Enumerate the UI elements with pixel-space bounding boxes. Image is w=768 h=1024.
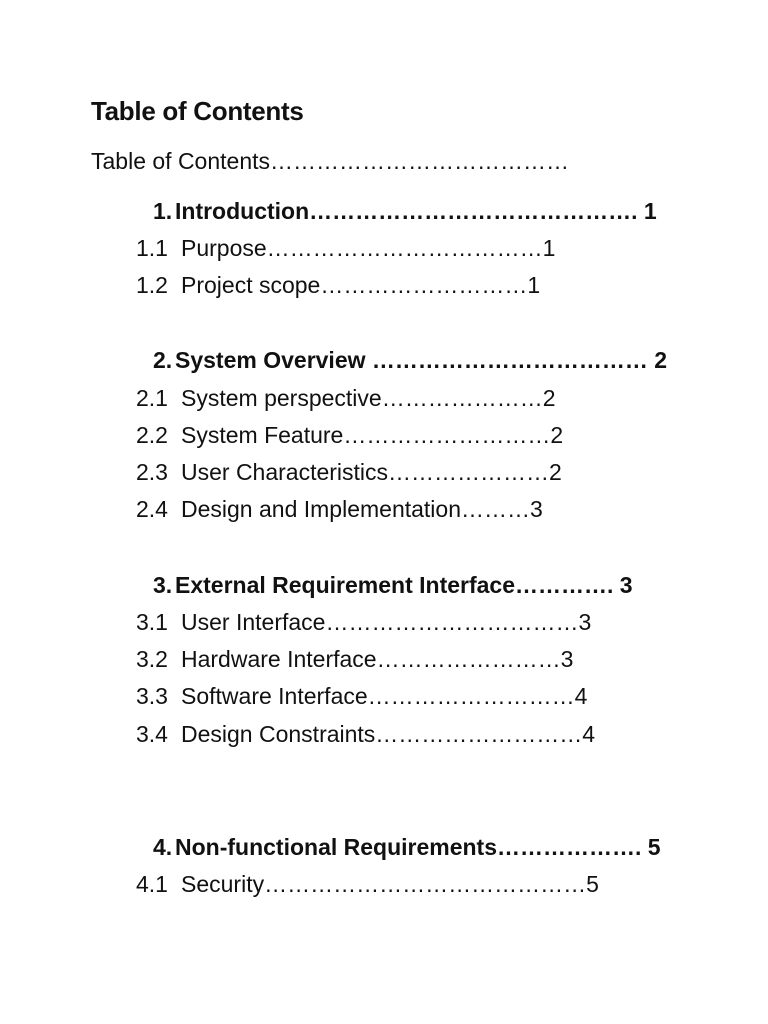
item-number: 2.3 — [136, 459, 168, 485]
toc-item-1-1[interactable] — [136, 234, 555, 262]
toc-item-3-2[interactable] — [136, 645, 573, 673]
item-number: 4.1 — [136, 871, 168, 897]
toc-item-3-1[interactable] — [136, 608, 591, 636]
item-number: 2.2 — [136, 422, 168, 448]
item-number: 1.1 — [136, 235, 168, 261]
toc-item-2-1[interactable] — [136, 384, 555, 412]
toc-section-1[interactable] — [153, 197, 657, 225]
toc-heading: Table of Contents — [91, 96, 304, 126]
item-number: 3.4 — [136, 721, 168, 747]
item-text: Security……………………………………5 — [181, 871, 599, 897]
toc-item-1-2[interactable] — [136, 271, 540, 299]
item-text: System perspective…………………2 — [181, 385, 556, 411]
item-text: System Feature………………………2 — [181, 422, 564, 448]
section-number: 2. — [153, 347, 173, 373]
toc-item-3-3[interactable] — [136, 682, 587, 710]
toc-item-2-3[interactable] — [136, 458, 562, 486]
toc-item-3-4[interactable] — [136, 720, 595, 748]
item-text: Software Interface………………………4 — [181, 683, 588, 709]
item-text: Hardware Interface……………………3 — [181, 646, 574, 672]
toc-title-line: Table of Contents………………………………… — [91, 148, 570, 174]
toc-section-4[interactable] — [153, 833, 661, 861]
item-text: Project scope………………………1 — [181, 272, 541, 298]
section-title: System Overview ……………………………… 2 — [175, 347, 668, 373]
toc-item-2-4[interactable] — [136, 495, 543, 523]
toc-item-4-1[interactable] — [136, 870, 599, 898]
item-number: 3.1 — [136, 609, 168, 635]
item-number: 2.4 — [136, 496, 168, 522]
item-number: 2.1 — [136, 385, 168, 411]
section-title: External Requirement Interface…………. 3 — [175, 572, 633, 598]
item-text: Design Constraints………………………4 — [181, 721, 596, 747]
item-number: 3.3 — [136, 683, 168, 709]
item-text: Purpose………………………………1 — [181, 235, 556, 261]
section-number: 4. — [153, 834, 173, 860]
item-text: Design and Implementation………3 — [181, 496, 543, 522]
section-title: Introduction……………………………………. 1 — [175, 198, 657, 224]
item-text: User Interface……………………………3 — [181, 609, 592, 635]
item-number: 3.2 — [136, 646, 168, 672]
item-number: 1.2 — [136, 272, 168, 298]
section-number: 3. — [153, 572, 173, 598]
section-title: Non-functional Requirements………………. 5 — [175, 834, 661, 860]
item-text: User Characteristics…………………2 — [181, 459, 562, 485]
toc-section-2[interactable] — [153, 346, 667, 374]
toc-item-2-2[interactable] — [136, 421, 563, 449]
toc-section-3[interactable] — [153, 571, 633, 599]
section-number: 1. — [153, 198, 173, 224]
